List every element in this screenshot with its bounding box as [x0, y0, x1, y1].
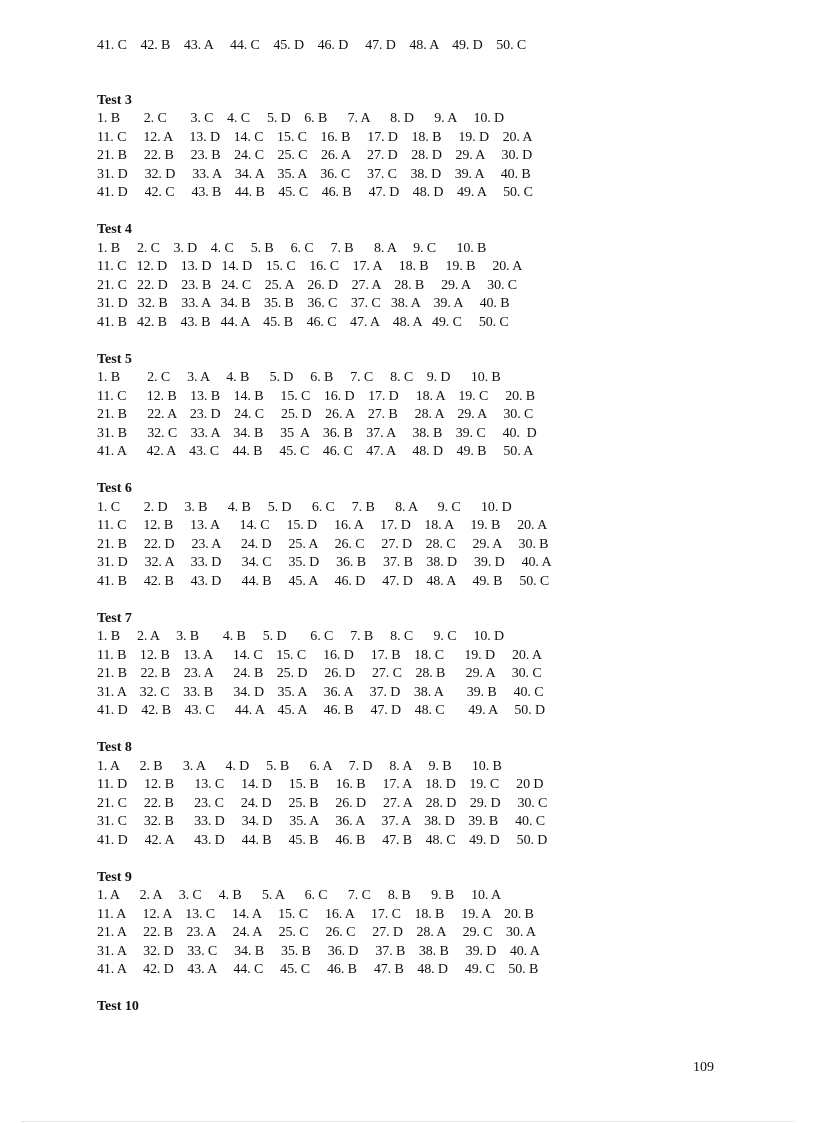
answer-line: 31. B 32. C 33. A 34. B 35 A 36. B 37. A 38. B 39. C 40. D	[97, 425, 537, 441]
answer-line: 41. B 42. B 43. B 44. A 45. B 46. C 47. A 48. A 49. C 50. C	[97, 314, 509, 330]
answer-line: 41. B 42. B 43. D 44. B 45. A 46. D 47. D 48. A 49. B 50. C	[97, 573, 550, 589]
answer-line: 31. C 32. B 33. D 34. D 35. A 36. A 37. A 38. D 39. B 40. C	[97, 814, 545, 829]
answer-line: 1. B 2. A 3. B 4. B 5. D 6. C 7. B 8. C 9. C 10. D	[97, 629, 505, 644]
answer-line: 1. B 2. C 3. D 4. C 5. B 6. C 7. B 8. A 9. C 10. B	[97, 240, 487, 256]
answer-line: 21. B 22. B 23. A 24. B 25. D 26. D 27. C 28. B 29. A 30. C	[97, 666, 542, 681]
spacer	[97, 332, 737, 351]
test-10-heading: Test 10	[97, 999, 139, 1014]
spacer	[97, 462, 737, 481]
test-3-block	[97, 92, 737, 203]
answer-line-test2-final: 41. C 42. B 43. A 44. C 45. D 46. D 47. D 48. A 49. D 50. C	[97, 38, 527, 53]
answer-line: 41. D 42. C 43. B 44. B 45. C 46. B 47. D 48. D 49. A 50. C	[97, 185, 533, 200]
page-number: 109	[693, 1060, 714, 1075]
test-6-heading: Test 6	[97, 481, 132, 496]
answer-line: 31. A 32. C 33. B 34. D 35. A 36. A 37. D 38. A 39. B 40. C	[97, 684, 544, 700]
answer-line: 1. B 2. C 3. A 4. B 5. D 6. B 7. C 8. C 9. D 10. B	[97, 370, 501, 385]
test-5-heading: Test 5	[97, 351, 132, 367]
answer-line: 31. D 32. B 33. A 34. B 35. B 36. C 37. C 38. A 39. A 40. B	[97, 296, 510, 311]
test-7-block	[97, 610, 737, 721]
answer-line: 21. A 22. B 23. A 24. A 25. C 26. C 27. D 28. A 29. C 30. A	[97, 925, 536, 940]
answer-line: 1. C 2. D 3. B 4. B 5. D 6. C 7. B 8. A 9. C 10. D	[97, 499, 512, 515]
answer-line: 21. B 22. D 23. A 24. D 25. A 26. C 27. D 28. C 29. A 30. B	[97, 536, 549, 552]
test-6-block	[97, 480, 737, 591]
spacer	[97, 203, 737, 222]
test-4-heading: Test 4	[97, 222, 132, 237]
spacer	[97, 721, 737, 740]
answer-line: 41. A 42. D 43. A 44. C 45. C 46. B 47. B 48. D 49. C 50. B	[97, 962, 539, 977]
test-8-heading: Test 8	[97, 740, 132, 755]
test-9-heading: Test 9	[97, 869, 132, 885]
answer-line: 41. D 42. A 43. D 44. B 45. B 46. B 47. B 48. C 49. D 50. D	[97, 832, 548, 848]
answer-line: 11. D 12. B 13. C 14. D 15. B 16. B 17. A 18. D 19. C 20 D	[97, 777, 544, 792]
page-bottom-divider	[22, 1121, 794, 1122]
answer-key-page	[97, 37, 737, 1017]
answer-line: 11. C 12. B 13. A 14. C 15. D 16. A 17. D 18. A 19. B 20. A	[97, 518, 548, 533]
test-8-block	[97, 739, 737, 850]
answer-line: 11. C 12. A 13. D 14. C 15. C 16. B 17. D 18. B 19. D 20. A	[97, 129, 533, 145]
answer-line: 31. D 32. A 33. D 34. C 35. D 36. B 37. B 38. D 39. D 40. A	[97, 555, 552, 570]
spacer	[97, 56, 737, 92]
answer-line: 11. C 12. D 13. D 14. D 15. C 16. C 17. A 18. B 19. B 20. A	[97, 259, 523, 274]
test-9-block	[97, 869, 737, 980]
answer-line: 41. D 42. B 43. C 44. A 45. A 46. B 47. D 48. C 49. A 50. D	[97, 703, 545, 718]
test-5-block	[97, 351, 737, 462]
answer-line: 21. B 22. A 23. D 24. C 25. D 26. A 27. B 28. A 29. A 30. C	[97, 407, 534, 422]
test-3-heading: Test 3	[97, 92, 132, 108]
answer-line: 11. A 12. A 13. C 14. A 15. C 16. A 17. C 18. B 19. A 20. B	[97, 906, 534, 922]
answer-line: 41. A 42. A 43. C 44. B 45. C 46. C 47. A 48. D 49. B 50. A	[97, 444, 534, 459]
spacer	[97, 850, 737, 869]
test-4-block	[97, 221, 737, 332]
answer-line: 1. B 2. C 3. C 4. C 5. D 6. B 7. A 8. D 9. A 10. D	[97, 111, 505, 126]
answer-line: 11. B 12. B 13. A 14. C 15. C 16. D 17. B 18. C 19. D 20. A	[97, 647, 542, 663]
answer-line: 11. C 12. B 13. B 14. B 15. C 16. D 17. D 18. A 19. C 20. B	[97, 388, 536, 404]
spacer	[97, 591, 737, 610]
answer-line: 31. D 32. D 33. A 34. A 35. A 36. C 37. C 38. D 39. A 40. B	[97, 166, 531, 182]
answer-line: 21. B 22. B 23. B 24. C 25. C 26. A 27. D 28. D 29. A 30. D	[97, 148, 533, 163]
answer-line: 21. C 22. B 23. C 24. D 25. B 26. D 27. A 28. D 29. D 30. C	[97, 795, 548, 811]
test-7-heading: Test 7	[97, 610, 132, 626]
answer-line: 1. A 2. A 3. C 4. B 5. A 6. C 7. C 8. B 9. B 10. A	[97, 888, 501, 903]
answer-line: 21. C 22. D 23. B 24. C 25. A 26. D 27. A 28. B 29. A 30. C	[97, 277, 518, 293]
answer-line: 31. A 32. D 33. C 34. B 35. B 36. D 37. B 38. B 39. D 40. A	[97, 943, 540, 959]
answer-line: 1. A 2. B 3. A 4. D 5. B 6. A 7. D 8. A 9. B 10. B	[97, 758, 502, 774]
spacer	[97, 980, 737, 999]
